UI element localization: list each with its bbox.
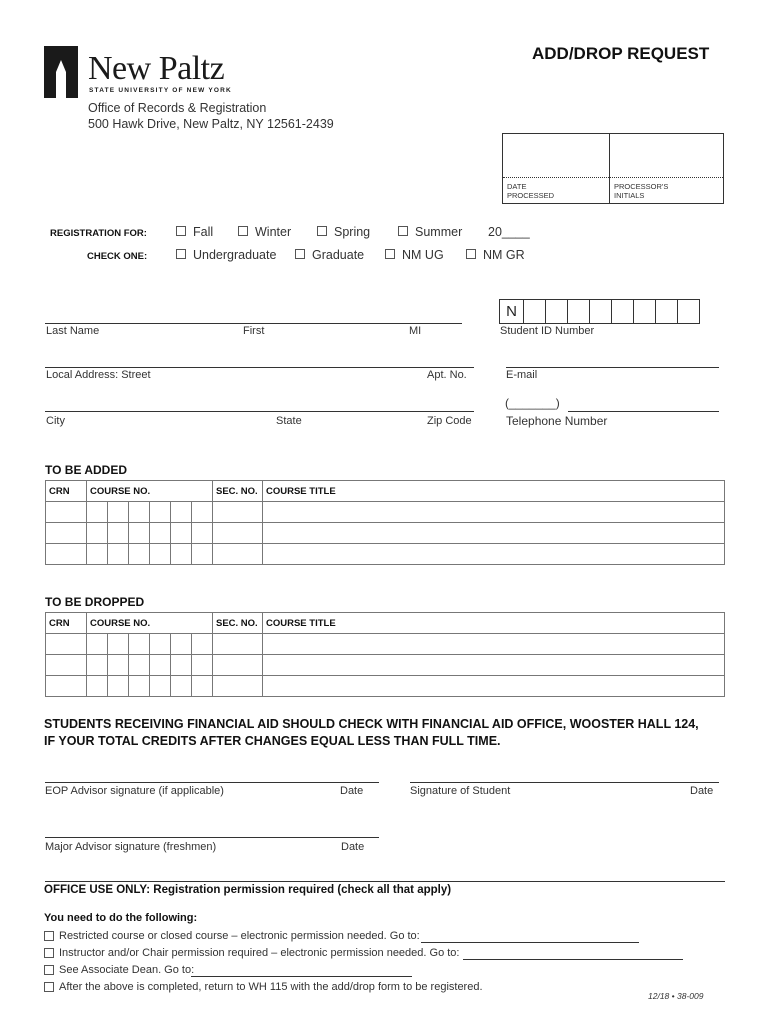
- course-no-cell[interactable]: [129, 544, 150, 565]
- course-title-cell[interactable]: [263, 655, 725, 676]
- course-no-cell[interactable]: [87, 544, 108, 565]
- course-no-cell[interactable]: [87, 523, 108, 544]
- course-no-cell[interactable]: [150, 655, 171, 676]
- table-row[interactable]: [46, 676, 725, 697]
- sec-no-cell[interactable]: [213, 634, 263, 655]
- course-no-cell[interactable]: [87, 676, 108, 697]
- office-check-item-instructor[interactable]: [44, 947, 459, 959]
- table-row[interactable]: [46, 634, 725, 655]
- student-id-digit[interactable]: [677, 300, 699, 323]
- course-no-cell[interactable]: [192, 655, 213, 676]
- financial-aid-line1: STUDENTS RECEIVING FINANCIAL AID SHOULD CHECK WITH FINANCIAL AID OFFICE, WOOSTER HALL 124,: [44, 717, 699, 731]
- major-advisor-date-label: Date: [341, 841, 365, 853]
- restricted-goto-line[interactable]: [421, 942, 639, 943]
- eop-signature-label: EOP Advisor signature (if applicable): [45, 785, 224, 797]
- winter-label: Winter: [255, 225, 292, 239]
- course-no-cell[interactable]: [150, 634, 171, 655]
- fall-checkbox[interactable]: [176, 226, 186, 236]
- graduate-label: Graduate: [312, 248, 365, 262]
- last-name-label: Last Name: [46, 325, 100, 337]
- apt-label: Apt. No.: [427, 369, 467, 381]
- telephone-label: Telephone Number: [506, 414, 608, 428]
- course-no-cell[interactable]: [108, 655, 129, 676]
- processor-initials-label: PROCESSOR'S INITIALS: [614, 182, 669, 200]
- course-no-cell[interactable]: [129, 523, 150, 544]
- undergraduate-label: Undergraduate: [193, 248, 277, 262]
- student-id-digit[interactable]: [523, 300, 545, 323]
- course-no-cell[interactable]: [129, 634, 150, 655]
- crn-cell[interactable]: [46, 523, 87, 544]
- student-id-digit[interactable]: [633, 300, 655, 323]
- summer-checkbox[interactable]: [398, 226, 408, 236]
- table-header-row: [46, 481, 725, 502]
- course-no-cell[interactable]: [87, 634, 108, 655]
- office-check-item-dean[interactable]: [44, 964, 194, 976]
- course-no-cell[interactable]: [192, 634, 213, 655]
- course-no-cell[interactable]: [171, 502, 192, 523]
- nm-ug-label: NM UG: [402, 248, 444, 262]
- crn-cell[interactable]: [46, 634, 87, 655]
- course-no-cell[interactable]: [129, 655, 150, 676]
- phone-line[interactable]: [568, 411, 719, 412]
- major-advisor-signature-line[interactable]: [45, 837, 379, 838]
- student-id-digit[interactable]: [545, 300, 567, 323]
- table-row[interactable]: [46, 502, 725, 523]
- area-code-field[interactable]: (_______): [505, 396, 560, 410]
- course-no-cell[interactable]: [192, 502, 213, 523]
- course-title-header: COURSE TITLE: [263, 613, 725, 634]
- course-title-cell[interactable]: [263, 544, 725, 565]
- financial-aid-notice: [44, 716, 699, 750]
- nm-gr-checkbox[interactable]: [466, 249, 476, 259]
- crn-cell[interactable]: [46, 655, 87, 676]
- sec-no-header: SEC. NO.: [213, 613, 263, 634]
- table-row[interactable]: [46, 523, 725, 544]
- name-line[interactable]: [45, 323, 462, 324]
- crn-cell[interactable]: [46, 544, 87, 565]
- student-id-digit[interactable]: [611, 300, 633, 323]
- processing-divider: [609, 133, 610, 203]
- mi-label: MI: [409, 325, 422, 337]
- brand-subtitle: STATE UNIVERSITY OF NEW YORK: [89, 87, 232, 94]
- address-line[interactable]: [45, 367, 474, 368]
- processing-dotted-line: [503, 177, 723, 178]
- summer-label: Summer: [415, 225, 463, 239]
- city-label: City: [46, 415, 65, 427]
- sec-no-header: SEC. NO.: [213, 481, 263, 502]
- student-id-digit[interactable]: [589, 300, 611, 323]
- office-check-item-return[interactable]: [44, 981, 483, 993]
- undergraduate-checkbox[interactable]: [176, 249, 186, 259]
- course-no-header: COURSE NO.: [87, 613, 213, 634]
- crn-header: CRN: [46, 613, 87, 634]
- date-processed-label: DATE PROCESSED: [507, 182, 555, 200]
- course-title-cell[interactable]: [263, 502, 725, 523]
- student-date-label: Date: [690, 785, 714, 797]
- course-no-cell[interactable]: [192, 544, 213, 565]
- to-be-added-title: TO BE ADDED: [45, 463, 128, 477]
- email-label: E-mail: [506, 369, 538, 381]
- form-title: ADD/DROP REQUEST: [532, 44, 710, 63]
- dean-label: See Associate Dean. Go to:: [59, 964, 195, 976]
- student-id-digit[interactable]: [567, 300, 589, 323]
- graduate-checkbox[interactable]: [295, 249, 305, 259]
- course-no-cell[interactable]: [171, 634, 192, 655]
- revision-code: 12/18 • 38-009: [648, 991, 704, 1001]
- course-no-cell[interactable]: [150, 676, 171, 697]
- course-no-cell[interactable]: [192, 676, 213, 697]
- office-use-bold: OFFICE USE ONLY:: [44, 884, 151, 896]
- course-no-cell[interactable]: [87, 502, 108, 523]
- city-line[interactable]: [45, 411, 474, 412]
- new-paltz-logo-icon: [44, 46, 78, 98]
- drop-course-table: [45, 612, 725, 697]
- check-one-label: CHECK ONE:: [87, 251, 148, 262]
- instructions-heading: You need to do the following:: [44, 912, 198, 924]
- instructor-goto-line[interactable]: [463, 959, 683, 960]
- course-title-cell[interactable]: [263, 634, 725, 655]
- student-id-boxes[interactable]: [499, 299, 700, 324]
- office-use-heading: [44, 884, 451, 896]
- course-no-cell[interactable]: [108, 676, 129, 697]
- course-no-cell[interactable]: [150, 502, 171, 523]
- registration-for-label: REGISTRATION FOR:: [50, 228, 147, 239]
- dean-goto-line[interactable]: [191, 976, 412, 977]
- student-signature-line[interactable]: [410, 782, 719, 783]
- brand-name: New Paltz: [88, 50, 225, 87]
- table-header-row: [46, 613, 725, 634]
- spring-checkbox[interactable]: [317, 226, 327, 236]
- financial-aid-line2: IF YOUR TOTAL CREDITS AFTER CHANGES EQUAL LESS THAN FULL TIME.: [44, 734, 501, 748]
- course-no-cell[interactable]: [87, 655, 108, 676]
- return-checkbox[interactable]: [44, 982, 54, 992]
- sec-no-cell[interactable]: [213, 544, 263, 565]
- crn-header: CRN: [46, 481, 87, 502]
- to-be-dropped-title: TO BE DROPPED: [45, 595, 145, 609]
- office-check-item-restricted[interactable]: [44, 930, 420, 942]
- course-no-cell[interactable]: [150, 523, 171, 544]
- course-no-cell[interactable]: [171, 655, 192, 676]
- major-advisor-signature-label: Major Advisor signature (freshmen): [45, 841, 217, 853]
- email-line[interactable]: [506, 367, 719, 368]
- local-address-label: Local Address: Street: [46, 369, 151, 381]
- year-field[interactable]: 20____: [488, 225, 530, 239]
- course-no-cell[interactable]: [171, 523, 192, 544]
- winter-checkbox[interactable]: [238, 226, 248, 236]
- crn-cell[interactable]: [46, 676, 87, 697]
- office-street: 500 Hawk Drive, New Paltz, NY 12561-2439: [88, 117, 334, 131]
- nm-gr-label: NM GR: [483, 248, 525, 262]
- eop-signature-line[interactable]: [45, 782, 379, 783]
- dean-checkbox[interactable]: [44, 965, 54, 975]
- course-title-header: COURSE TITLE: [263, 481, 725, 502]
- course-no-cell[interactable]: [108, 502, 129, 523]
- sec-no-cell[interactable]: [213, 502, 263, 523]
- fall-label: Fall: [193, 225, 214, 239]
- sec-no-cell[interactable]: [213, 676, 263, 697]
- course-no-cell[interactable]: [129, 502, 150, 523]
- student-signature-label: Signature of Student: [410, 785, 511, 797]
- course-no-cell[interactable]: [108, 544, 129, 565]
- table-row[interactable]: [46, 655, 725, 676]
- office-use-divider: [45, 881, 725, 882]
- instructor-label: Instructor and/or Chair permission required – electronic permission needed. Go to:: [59, 947, 460, 959]
- office-use-rest: Registration permission required (check all that apply): [150, 884, 452, 896]
- course-no-cell[interactable]: [171, 544, 192, 565]
- spring-label: Spring: [334, 225, 371, 239]
- student-id-label: Student ID Number: [500, 325, 595, 337]
- course-title-cell[interactable]: [263, 676, 725, 697]
- crn-cell[interactable]: [46, 502, 87, 523]
- restricted-label: Restricted course or closed course – electronic permission needed. Go to:: [59, 930, 420, 942]
- nm-ug-checkbox[interactable]: [385, 249, 395, 259]
- office-address: [88, 100, 334, 132]
- course-no-header: COURSE NO.: [87, 481, 213, 502]
- course-no-cell[interactable]: [108, 634, 129, 655]
- zip-label: Zip Code: [427, 415, 472, 427]
- state-label: State: [276, 415, 302, 427]
- office-name: Office of Records & Registration: [88, 101, 267, 115]
- sec-no-cell[interactable]: [213, 523, 263, 544]
- course-no-cell[interactable]: [150, 544, 171, 565]
- student-id-prefix: N: [506, 303, 517, 320]
- instructor-checkbox[interactable]: [44, 948, 54, 958]
- first-name-label: First: [243, 325, 265, 337]
- course-no-cell[interactable]: [108, 523, 129, 544]
- sec-no-cell[interactable]: [213, 655, 263, 676]
- course-no-cell[interactable]: [171, 676, 192, 697]
- course-title-cell[interactable]: [263, 523, 725, 544]
- eop-date-label: Date: [340, 785, 364, 797]
- course-no-cell[interactable]: [129, 676, 150, 697]
- table-row[interactable]: [46, 544, 725, 565]
- add-course-table: [45, 480, 725, 565]
- return-label: After the above is completed, return to WH 115 with the add/drop form to be registered.: [59, 981, 483, 993]
- course-no-cell[interactable]: [192, 523, 213, 544]
- restricted-checkbox[interactable]: [44, 931, 54, 941]
- student-id-digit[interactable]: [655, 300, 677, 323]
